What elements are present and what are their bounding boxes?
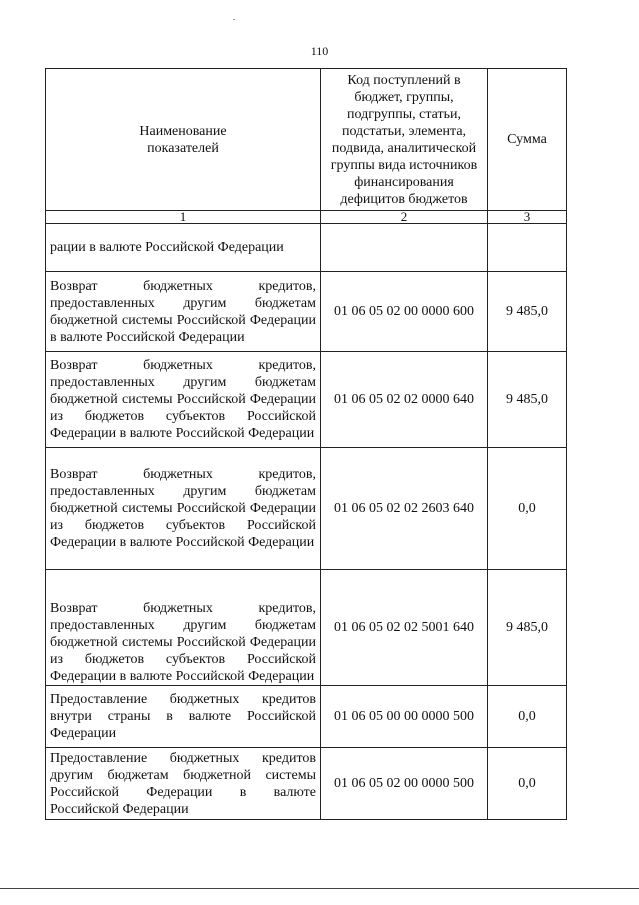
row-code: 01 06 05 02 00 0000 500 bbox=[321, 748, 488, 820]
column-number: 1 bbox=[46, 211, 321, 224]
row-code: 01 06 05 02 02 0000 640 bbox=[321, 352, 488, 448]
row-code bbox=[321, 224, 488, 272]
row-sum: 9 485,0 bbox=[488, 570, 567, 686]
header-code: Код поступлений в бюджет, группы, подгруппы, статьи, подстатьи, элемента, подвида, аналитической группы вида источников финансирования дефицитов бюджетов bbox=[321, 69, 488, 211]
column-number: 3 bbox=[488, 211, 567, 224]
row-name: Возврат бюджетных кредитов, предоставленных другим бюджетам бюджетной системы Российской Федерации из бюджетов субъектов Российской Федерации в валюте Российской Федерации bbox=[46, 352, 321, 448]
row-name: Предоставление бюджетных кредитов внутри страны в валюте Российской Федерации bbox=[46, 686, 321, 748]
row-name: Возврат бюджетных кредитов, предоставленных другим бюджетам бюджетной системы Российской Федерации из бюджетов субъектов Российской Федерации в валюте Российской Федерации bbox=[46, 448, 321, 570]
page-bottom-edge bbox=[0, 888, 639, 889]
row-name: рации в валюте Российской Федерации bbox=[46, 224, 321, 272]
row-name: Возврат бюджетных кредитов, предоставленных другим бюджетам бюджетной системы Российской Федерации из бюджетов субъектов Российской Федерации в валюте Российской Федерации bbox=[46, 570, 321, 686]
header-sum: Сумма bbox=[488, 69, 567, 211]
row-code: 01 06 05 00 00 0000 500 bbox=[321, 686, 488, 748]
scan-speck bbox=[233, 19, 235, 20]
column-number: 2 bbox=[321, 211, 488, 224]
table-row bbox=[46, 272, 567, 352]
row-sum: 0,0 bbox=[488, 686, 567, 748]
row-code: 01 06 05 02 02 5001 640 bbox=[321, 570, 488, 686]
table-row bbox=[46, 224, 567, 272]
row-code: 01 06 05 02 00 0000 600 bbox=[321, 272, 488, 352]
row-sum: 9 485,0 bbox=[488, 272, 567, 352]
row-name: Предоставление бюджетных кредитов другим бюджетам бюджетной системы Российской Федерации в валюте Российской Федерации bbox=[46, 748, 321, 820]
row-code: 01 06 05 02 02 2603 640 bbox=[321, 448, 488, 570]
row-sum bbox=[488, 224, 567, 272]
header-row bbox=[46, 69, 567, 211]
table-row bbox=[46, 448, 567, 570]
header-name: Наименование показателей bbox=[46, 69, 321, 211]
row-sum: 0,0 bbox=[488, 748, 567, 820]
table-row bbox=[46, 748, 567, 820]
table-row bbox=[46, 352, 567, 448]
row-sum: 9 485,0 bbox=[488, 352, 567, 448]
column-number-row bbox=[46, 211, 567, 224]
page-number: 110 bbox=[310, 44, 329, 58]
budget-sources-table bbox=[45, 68, 567, 820]
table-row bbox=[46, 570, 567, 686]
row-name: Возврат бюджетных кредитов, предоставленных другим бюджетам бюджетной системы Российской Федерации в валюте Российской Федерации bbox=[46, 272, 321, 352]
row-sum: 0,0 bbox=[488, 448, 567, 570]
table-row bbox=[46, 686, 567, 748]
